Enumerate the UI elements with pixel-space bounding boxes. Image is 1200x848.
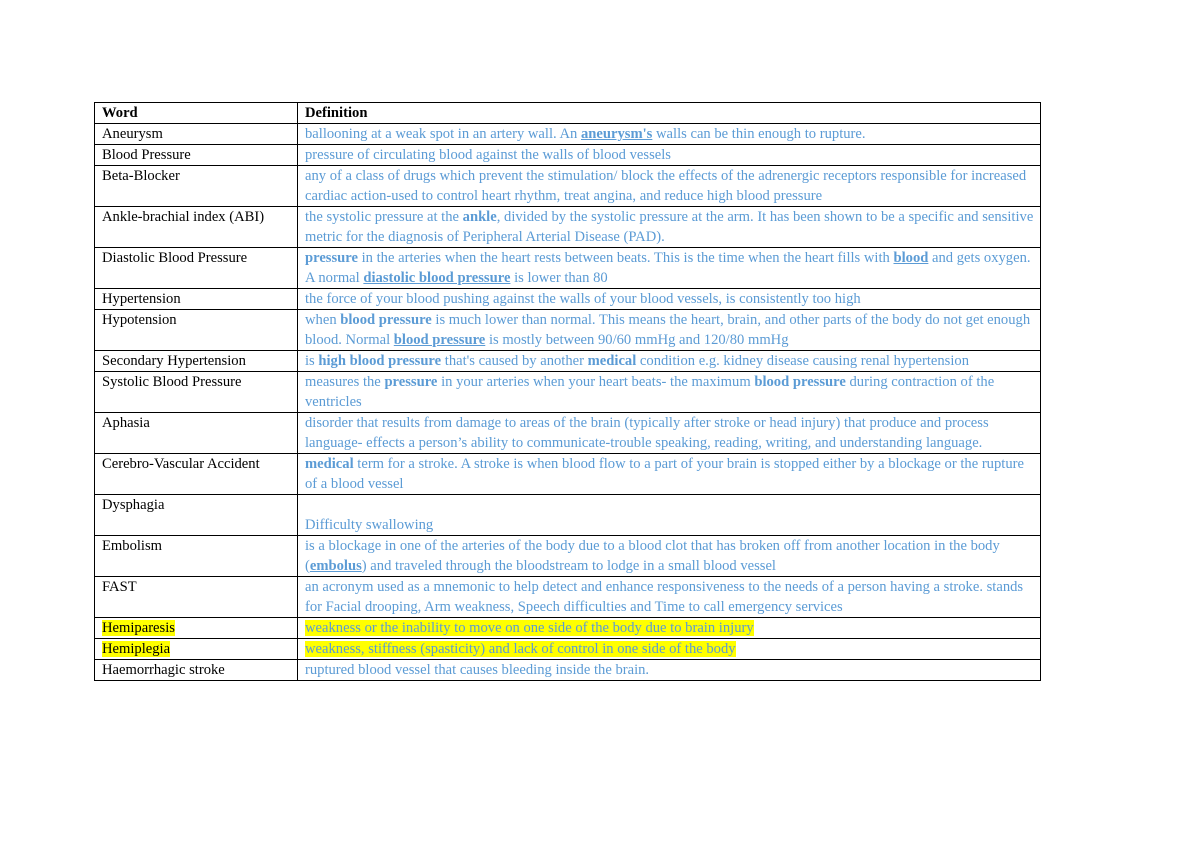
definition-cell <box>298 145 1041 166</box>
term-text: Hemiparesis <box>102 620 175 636</box>
bold-term: ankle <box>462 209 497 225</box>
table-row <box>95 660 1041 681</box>
table-row <box>95 166 1041 207</box>
definition-text <box>305 620 754 636</box>
definition-fragment: measures the <box>305 374 385 390</box>
definition-fragment: in your arteries when your heart beats- the maximum <box>437 374 755 390</box>
definition-cell <box>298 289 1041 310</box>
table-row <box>95 124 1041 145</box>
table-row <box>95 372 1041 413</box>
definition-fragment: weakness, stiffness (spasticity) and lack of control in one side of the body <box>305 641 736 657</box>
definition-fragment: and gets oxygen. A normal <box>305 250 1031 286</box>
term-text: Blood Pressure <box>102 147 191 163</box>
definition-fragment: weakness or the inability to move on one side of the body due to brain injury <box>305 620 754 636</box>
term-text: Embolism <box>102 538 162 554</box>
definition-fragment: condition e.g. kidney disease causing renal hypertension <box>636 353 970 369</box>
table-row <box>95 289 1041 310</box>
definition-cell <box>298 413 1041 454</box>
table-row <box>95 577 1041 618</box>
term-text: FAST <box>102 579 137 595</box>
table-row <box>95 536 1041 577</box>
word-column-header: Word <box>95 103 298 124</box>
term-cell <box>95 536 298 577</box>
definition-text <box>305 415 989 451</box>
table-row <box>95 145 1041 166</box>
definition-fragment: the systolic pressure at the <box>305 209 463 225</box>
definition-text <box>305 538 1000 574</box>
term-text: Beta-Blocker <box>102 168 180 184</box>
definition-cell <box>298 372 1041 413</box>
definition-fragment: is much lower than normal. This means the heart, brain, and other parts of the body do not get enough blood. Normal <box>305 312 1031 348</box>
definition-fragment: during contraction of the ventricles <box>305 374 995 410</box>
definition-fragment: in the arteries when the heart rests between beats. This is the time when the heart fills with <box>357 250 894 266</box>
definition-cell <box>298 618 1041 639</box>
definition-fragment: pressure of circulating blood against the walls of blood vessels <box>305 147 671 163</box>
definition-fragment: walls can be thin enough to rupture. <box>652 126 866 142</box>
term-text: Secondary Hypertension <box>102 353 246 369</box>
definition-text <box>305 147 671 163</box>
bold-term: medical <box>587 353 637 369</box>
term-cell <box>95 145 298 166</box>
definition-fragment: is a blockage in one of the arteries of the body due to a blood clot that has broken off from another location in the body ( <box>305 538 1000 574</box>
table-row <box>95 207 1041 248</box>
bold-term: blood pressure <box>393 332 486 348</box>
term-cell <box>95 289 298 310</box>
glossary-table <box>94 102 1041 681</box>
definition-fragment: that's caused by another <box>441 353 588 369</box>
bold-term: diastolic blood pressure <box>363 270 511 286</box>
term-text: Systolic Blood Pressure <box>102 374 242 390</box>
term-cell <box>95 413 298 454</box>
definition-fragment: an acronym used as a mnemonic to help detect and enhance responsiveness to the needs of a person having a stroke. stands for Facial drooping, Arm weakness, Speech difficulties and Time to call emergency services <box>305 579 1024 615</box>
definition-text <box>305 374 994 410</box>
definition-fragment: is lower than 80 <box>510 270 608 286</box>
header-row <box>95 103 1041 124</box>
table-row <box>95 248 1041 289</box>
term-text: Hypertension <box>102 291 181 307</box>
definition-fragment: ruptured blood vessel that causes bleeding inside the brain. <box>305 662 650 678</box>
term-cell <box>95 207 298 248</box>
table-row <box>95 454 1041 495</box>
bold-term: aneurysm's <box>581 126 653 142</box>
definition-text <box>305 456 1024 492</box>
definition-fragment: when <box>305 312 341 328</box>
definition-fragment: is <box>305 353 319 369</box>
definition-fragment: disorder that results from damage to areas of the brain (typically after stroke or head injury) that produce and process language- effects a person’s ability to communicate-trouble speaking, reading, writing, and understanding language. <box>305 415 989 451</box>
term-cell <box>95 124 298 145</box>
term-text: Haemorrhagic stroke <box>102 662 225 678</box>
definition-fragment: any of a class of drugs which prevent the stimulation/ block the effects of the adrenergic receptors responsible for increased cardiac action-used to control heart rhythm, treat angina, and reduce high blood pressure <box>305 168 1027 204</box>
bold-term: blood pressure <box>340 312 432 328</box>
bold-term: blood <box>893 250 929 266</box>
glossary-rows <box>95 124 1041 681</box>
term-cell <box>95 351 298 372</box>
definition-fragment: , divided by the systolic pressure at the arm. It has been shown to be a specific and sensitive metric for the diagnosis of Peripheral Arterial Disease (PAD). <box>305 209 1034 245</box>
term-text: Hemiplegia <box>102 641 171 657</box>
definition-text <box>305 579 1023 615</box>
term-text: Cerebro-Vascular Accident <box>102 456 260 472</box>
table-row <box>95 639 1041 660</box>
table-row <box>95 495 1041 536</box>
definition-cell <box>298 124 1041 145</box>
definition-cell <box>298 248 1041 289</box>
definition-text <box>305 291 861 307</box>
term-cell <box>95 310 298 351</box>
term-cell <box>95 577 298 618</box>
definition-cell <box>298 536 1041 577</box>
definition-text <box>305 662 649 678</box>
definition-cell <box>298 639 1041 660</box>
definition-cell <box>298 351 1041 372</box>
term-cell <box>95 660 298 681</box>
term-text: Diastolic Blood Pressure <box>102 250 248 266</box>
term-cell <box>95 639 298 660</box>
definition-text <box>305 250 1031 286</box>
definition-fragment: term for a stroke. A stroke is when blood flow to a part of your brain is stopped either by a blockage or the rupture of a blood vessel <box>305 456 1024 492</box>
definition-text <box>305 641 736 657</box>
bold-term: medical <box>305 456 354 472</box>
definition-cell <box>298 495 1041 536</box>
definition-column-header: Definition <box>298 103 1041 124</box>
term-text: Hypotension <box>102 312 177 328</box>
definition-text <box>305 312 1030 348</box>
term-cell <box>95 248 298 289</box>
definition-fragment: ) and traveled through the bloodstream to lodge in a small blood vessel <box>361 558 776 574</box>
term-text: Aphasia <box>102 415 150 431</box>
definition-cell <box>298 577 1041 618</box>
bold-term: embolus <box>309 558 362 574</box>
term-text: Aneurysm <box>102 126 163 142</box>
definition-fragment: Difficulty swallowing <box>305 517 434 533</box>
term-cell <box>95 454 298 495</box>
term-cell <box>95 618 298 639</box>
bold-term: pressure <box>305 250 358 266</box>
definition-cell <box>298 207 1041 248</box>
term-cell <box>95 372 298 413</box>
definition-text <box>305 168 1026 204</box>
definition-fragment: ballooning at a weak spot in an artery wall. An <box>305 126 581 142</box>
bold-term: pressure <box>384 374 438 390</box>
table-row <box>95 351 1041 372</box>
definition-cell <box>298 454 1041 495</box>
term-text: Dysphagia <box>102 497 165 513</box>
definition-fragment: the force of your blood pushing against the walls of your blood vessels, is consistently too high <box>305 291 861 307</box>
definition-text <box>305 209 1033 245</box>
definition-fragment: is mostly between 90/60 mmHg and 120/80 mmHg <box>485 332 789 348</box>
definition-cell <box>298 310 1041 351</box>
definition-text <box>305 126 866 142</box>
term-cell <box>95 495 298 536</box>
table-row <box>95 413 1041 454</box>
definition-text <box>305 353 969 369</box>
term-cell <box>95 166 298 207</box>
bold-term: high blood pressure <box>318 353 442 369</box>
definition-cell <box>298 660 1041 681</box>
definition-cell <box>298 166 1041 207</box>
definition-text <box>305 517 433 533</box>
bold-term: blood pressure <box>754 374 846 390</box>
table-row <box>95 618 1041 639</box>
table-row <box>95 310 1041 351</box>
term-text: Ankle-brachial index (ABI) <box>102 209 265 225</box>
